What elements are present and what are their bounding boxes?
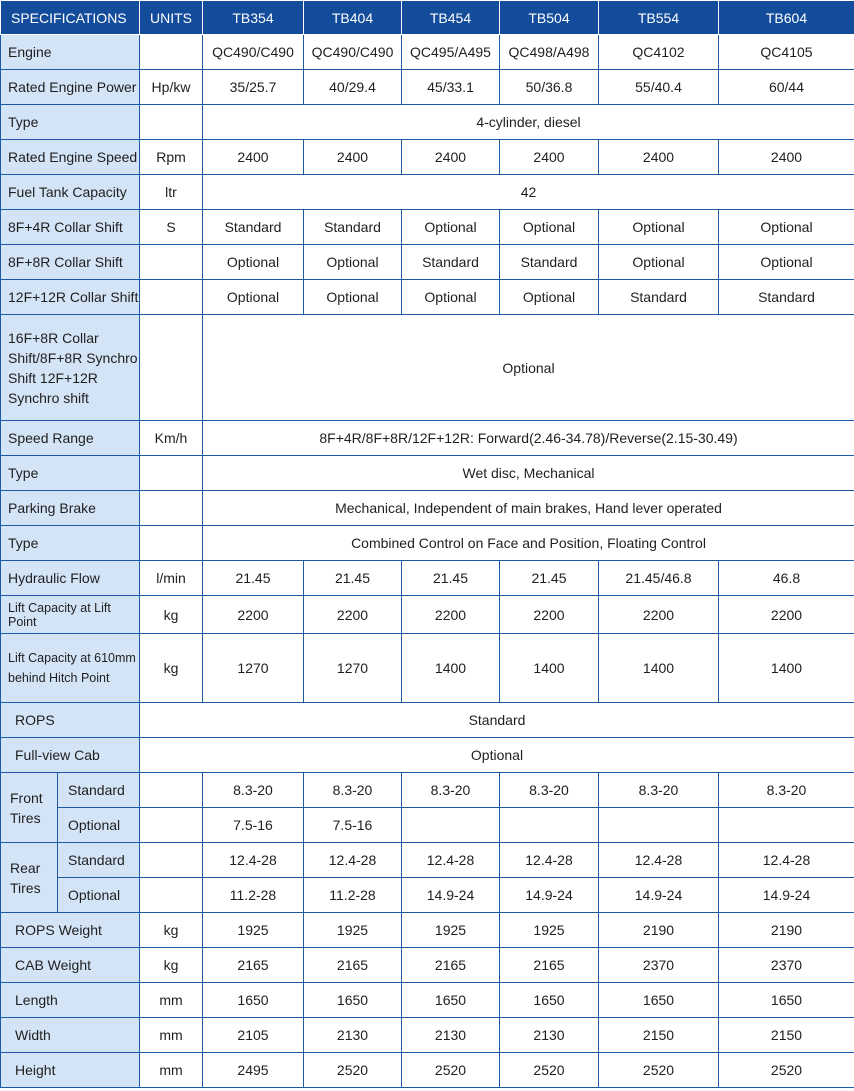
value-cell: 2400: [500, 140, 599, 175]
span-value-cell: 4-cylinder, diesel: [203, 105, 854, 140]
row-label: Fuel Tank Capacity: [1, 175, 140, 210]
value-cell: QC490/C490: [304, 35, 402, 70]
value-cell: Optional: [402, 280, 500, 315]
value-cell: 21.45/46.8: [599, 561, 719, 596]
value-cell: 1650: [500, 983, 599, 1018]
value-cell: 8.3-20: [304, 773, 402, 808]
row-label: Full-view Cab: [1, 738, 140, 773]
value-cell: 12.4-28: [599, 843, 719, 878]
value-cell: [500, 808, 599, 843]
value-cell: 8.3-20: [203, 773, 304, 808]
value-cell: Optional: [500, 280, 599, 315]
header-model: TB554: [599, 1, 719, 35]
value-cell: QC495/A495: [402, 35, 500, 70]
row-label: Type: [1, 526, 140, 561]
value-cell: 2520: [599, 1053, 719, 1088]
row-label: Type: [1, 456, 140, 491]
value-cell: 1650: [402, 983, 500, 1018]
unit-cell: [140, 878, 203, 913]
row-label: Standard: [58, 843, 140, 878]
value-cell: Optional: [719, 245, 854, 280]
unit-cell: kg: [140, 634, 203, 703]
value-cell: 8.3-20: [500, 773, 599, 808]
row-label: Type: [1, 105, 140, 140]
table-row: [1, 738, 854, 773]
value-cell: 2150: [599, 1018, 719, 1053]
row-label: Optional: [58, 808, 140, 843]
unit-cell: [140, 843, 203, 878]
unit-cell: [140, 773, 203, 808]
unit-cell: [140, 105, 203, 140]
row-label: CAB Weight: [1, 948, 140, 983]
row-label: 12F+12R Collar Shift: [1, 280, 140, 315]
value-cell: Standard: [500, 245, 599, 280]
span-value-cell: Mechanical, Independent of main brakes, Hand lever operated: [203, 491, 854, 526]
table-row: [1, 105, 854, 140]
value-cell: 2130: [500, 1018, 599, 1053]
value-cell: 2520: [500, 1053, 599, 1088]
value-cell: 2200: [203, 596, 304, 634]
value-cell: 21.45: [500, 561, 599, 596]
table-row: [1, 1053, 854, 1088]
row-label: 8F+8R Collar Shift: [1, 245, 140, 280]
table-row: [1, 948, 854, 983]
value-cell: 1650: [203, 983, 304, 1018]
row-label: Engine: [1, 35, 140, 70]
value-cell: 2200: [599, 596, 719, 634]
value-cell: 60/44: [719, 70, 854, 105]
value-cell: Optional: [304, 245, 402, 280]
value-cell: Standard: [402, 245, 500, 280]
header-row: [1, 1, 854, 35]
row-label: Parking Brake: [1, 491, 140, 526]
unit-cell: kg: [140, 596, 203, 634]
unit-cell: [140, 808, 203, 843]
table-row: [1, 315, 854, 421]
value-cell: 2150: [719, 1018, 854, 1053]
value-cell: Standard: [599, 280, 719, 315]
value-cell: 1925: [500, 913, 599, 948]
value-cell: 21.45: [304, 561, 402, 596]
value-cell: 8.3-20: [599, 773, 719, 808]
span-value-cell: Optional: [140, 738, 854, 773]
table-row: [1, 773, 854, 808]
value-cell: Optional: [599, 245, 719, 280]
value-cell: 1400: [599, 634, 719, 703]
value-cell: 35/25.7: [203, 70, 304, 105]
unit-cell: mm: [140, 983, 203, 1018]
value-cell: QC4105: [719, 35, 854, 70]
value-cell: 2200: [500, 596, 599, 634]
span-value-cell: 8F+4R/8F+8R/12F+12R: Forward(2.46-34.78)/Reverse(2.15-30.49): [203, 421, 854, 456]
unit-cell: kg: [140, 913, 203, 948]
table-row: [1, 1018, 854, 1053]
table-row: [1, 421, 854, 456]
value-cell: 2400: [719, 140, 854, 175]
span-value-cell: 42: [203, 175, 854, 210]
header-units: UNITS: [140, 1, 203, 35]
row-label: Height: [1, 1053, 140, 1088]
value-cell: 1270: [304, 634, 402, 703]
table-row: [1, 280, 854, 315]
value-cell: QC498/A498: [500, 35, 599, 70]
span-value-cell: Optional: [203, 315, 854, 421]
value-cell: 21.45: [203, 561, 304, 596]
table-row: [1, 596, 854, 634]
span-value-cell: Combined Control on Face and Position, Floating Control: [203, 526, 854, 561]
value-cell: 2520: [304, 1053, 402, 1088]
unit-cell: [140, 35, 203, 70]
unit-cell: kg: [140, 948, 203, 983]
value-cell: 14.9-24: [719, 878, 854, 913]
value-cell: 12.4-28: [719, 843, 854, 878]
value-cell: 50/36.8: [500, 70, 599, 105]
value-cell: 11.2-28: [203, 878, 304, 913]
row-label: Rated Engine Power: [1, 70, 140, 105]
table-row: [1, 703, 854, 738]
value-cell: 7.5-16: [304, 808, 402, 843]
value-cell: 8.3-20: [402, 773, 500, 808]
value-cell: 2520: [402, 1053, 500, 1088]
value-cell: 12.4-28: [203, 843, 304, 878]
table-row: [1, 983, 854, 1018]
value-cell: 2130: [402, 1018, 500, 1053]
unit-cell: Rpm: [140, 140, 203, 175]
unit-cell: S: [140, 210, 203, 245]
value-cell: 1925: [402, 913, 500, 948]
value-cell: Optional: [304, 280, 402, 315]
span-value-cell: Standard: [140, 703, 854, 738]
row-label: Rated Engine Speed: [1, 140, 140, 175]
value-cell: 1400: [402, 634, 500, 703]
value-cell: 2105: [203, 1018, 304, 1053]
unit-cell: [140, 315, 203, 421]
value-cell: 1400: [500, 634, 599, 703]
value-cell: QC4102: [599, 35, 719, 70]
value-cell: 2495: [203, 1053, 304, 1088]
value-cell: 1925: [203, 913, 304, 948]
unit-cell: [140, 491, 203, 526]
unit-cell: [140, 526, 203, 561]
value-cell: 12.4-28: [304, 843, 402, 878]
value-cell: 2370: [599, 948, 719, 983]
header-specifications: SPECIFICATIONS: [1, 1, 140, 35]
unit-cell: mm: [140, 1053, 203, 1088]
table-row: [1, 491, 854, 526]
unit-cell: [140, 245, 203, 280]
table-row: [1, 808, 854, 843]
value-cell: 2130: [304, 1018, 402, 1053]
header-model: TB354: [203, 1, 304, 35]
table-row: [1, 140, 854, 175]
table-row: [1, 456, 854, 491]
group-label: Front Tires: [1, 773, 58, 843]
table-row: [1, 175, 854, 210]
table-row: [1, 634, 854, 703]
value-cell: 2400: [599, 140, 719, 175]
value-cell: 46.8: [719, 561, 854, 596]
value-cell: 1925: [304, 913, 402, 948]
value-cell: 2400: [402, 140, 500, 175]
unit-cell: l/min: [140, 561, 203, 596]
value-cell: 2400: [304, 140, 402, 175]
row-label: Standard: [58, 773, 140, 808]
value-cell: 1650: [304, 983, 402, 1018]
value-cell: 2200: [304, 596, 402, 634]
row-label: Width: [1, 1018, 140, 1053]
table-row: [1, 843, 854, 878]
row-label: Lift Capacity at 610mm behind Hitch Point: [1, 634, 140, 703]
group-label: Rear Tires: [1, 843, 58, 913]
table-row: [1, 210, 854, 245]
table-row: [1, 913, 854, 948]
row-label: Speed Range: [1, 421, 140, 456]
value-cell: 2165: [304, 948, 402, 983]
table-row: [1, 35, 854, 70]
row-label: ROPS: [1, 703, 140, 738]
header-model: TB454: [402, 1, 500, 35]
unit-cell: [140, 456, 203, 491]
value-cell: 2165: [402, 948, 500, 983]
value-cell: 11.2-28: [304, 878, 402, 913]
value-cell: 1650: [719, 983, 854, 1018]
value-cell: 1400: [719, 634, 854, 703]
row-label: ROPS Weight: [1, 913, 140, 948]
span-value-cell: Wet disc, Mechanical: [203, 456, 854, 491]
value-cell: 2200: [402, 596, 500, 634]
value-cell: Standard: [203, 210, 304, 245]
value-cell: Standard: [304, 210, 402, 245]
value-cell: 2200: [719, 596, 854, 634]
value-cell: 2190: [719, 913, 854, 948]
value-cell: 14.9-24: [402, 878, 500, 913]
row-label: Lift Capacity at Lift Point: [1, 596, 140, 634]
row-label: Optional: [58, 878, 140, 913]
table-row: [1, 878, 854, 913]
value-cell: [719, 808, 854, 843]
table-row: [1, 245, 854, 280]
unit-cell: Hp/kw: [140, 70, 203, 105]
unit-cell: mm: [140, 1018, 203, 1053]
value-cell: 8.3-20: [719, 773, 854, 808]
value-cell: 2400: [203, 140, 304, 175]
value-cell: 2165: [203, 948, 304, 983]
header-model: TB604: [719, 1, 854, 35]
value-cell: [599, 808, 719, 843]
value-cell: 2165: [500, 948, 599, 983]
value-cell: Optional: [203, 280, 304, 315]
table-row: [1, 561, 854, 596]
unit-cell: ltr: [140, 175, 203, 210]
value-cell: Standard: [719, 280, 854, 315]
header-model: TB504: [500, 1, 599, 35]
row-label: 8F+4R Collar Shift: [1, 210, 140, 245]
unit-cell: [140, 280, 203, 315]
value-cell: 7.5-16: [203, 808, 304, 843]
value-cell: 14.9-24: [500, 878, 599, 913]
value-cell: 1650: [599, 983, 719, 1018]
value-cell: Optional: [599, 210, 719, 245]
header-model: TB404: [304, 1, 402, 35]
value-cell: 55/40.4: [599, 70, 719, 105]
row-label: Length: [1, 983, 140, 1018]
value-cell: 2190: [599, 913, 719, 948]
table-row: [1, 526, 854, 561]
value-cell: 12.4-28: [402, 843, 500, 878]
table-row: [1, 70, 854, 105]
row-label: 16F+8R Collar Shift/8F+8R Synchro Shift 12F+12R Synchro shift: [1, 315, 140, 421]
value-cell: Optional: [719, 210, 854, 245]
value-cell: Optional: [402, 210, 500, 245]
value-cell: 2520: [719, 1053, 854, 1088]
value-cell: Optional: [500, 210, 599, 245]
row-label: Hydraulic Flow: [1, 561, 140, 596]
value-cell: 12.4-28: [500, 843, 599, 878]
value-cell: [402, 808, 500, 843]
value-cell: 21.45: [402, 561, 500, 596]
unit-cell: Km/h: [140, 421, 203, 456]
value-cell: Optional: [203, 245, 304, 280]
value-cell: 14.9-24: [599, 878, 719, 913]
value-cell: 45/33.1: [402, 70, 500, 105]
value-cell: 40/29.4: [304, 70, 402, 105]
value-cell: 2370: [719, 948, 854, 983]
value-cell: QC490/C490: [203, 35, 304, 70]
value-cell: 1270: [203, 634, 304, 703]
